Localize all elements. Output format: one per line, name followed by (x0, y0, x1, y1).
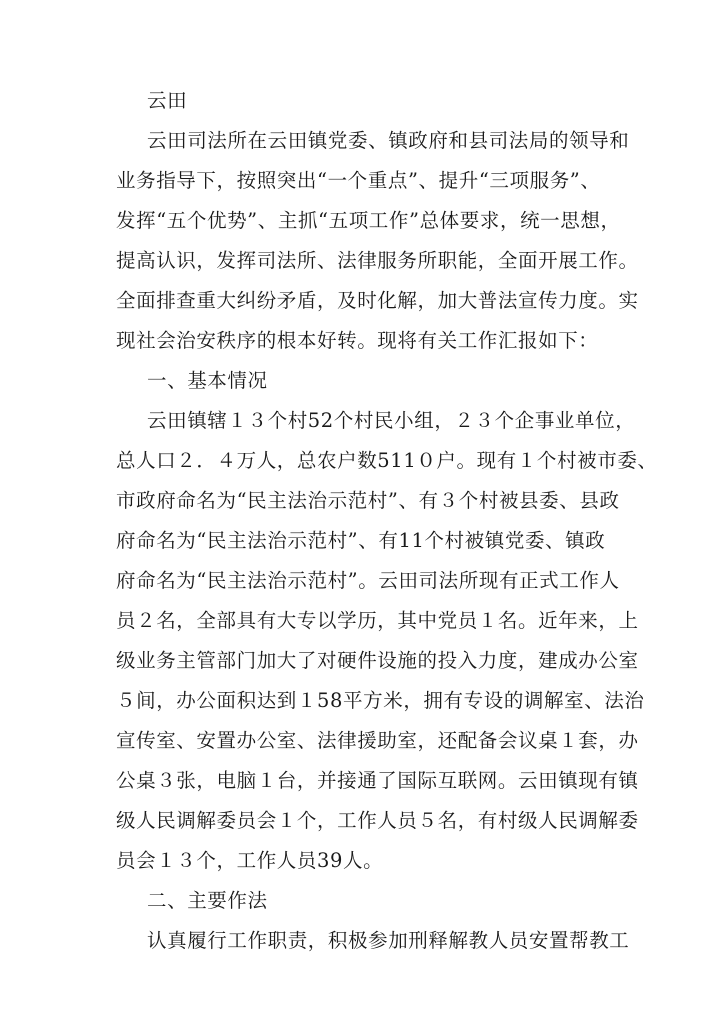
paragraph-line: 市政府命名为“民主法治示范村”、有３个村被县委、县政 (116, 489, 620, 512)
section-heading: 一、基本情况 (147, 369, 268, 392)
paragraph-line: 认真履行工作职责，积极参加刑释解教人员安置帮教工 (147, 929, 630, 952)
paragraph-line: 云田镇辖１３个村52个村民小组，２３个企事业单位， (147, 409, 636, 432)
paragraph-line: 现社会治安秩序的根本好转。现将有关工作汇报如下： (116, 329, 599, 352)
paragraph-line: 府命名为“民主法治示范村”、有11个村被镇党委、镇政 (116, 529, 606, 552)
paragraph-line: 级人民调解委员会１个，工作人员５名，有村级人民调解委 (116, 809, 639, 832)
paragraph-line: 业务指导下，按照突出“一个重点”、提升“三项服务”、 (116, 169, 601, 192)
paragraph-line: 发挥“五个优势”、主抓“五项工作”总体要求，统一思想， (116, 209, 621, 232)
paragraph-line: 员会１３个，工作人员39人。 (116, 849, 384, 872)
paragraph-line: 总人口２．４万人，总农户数511０户。现有１个村被市委、 (116, 449, 658, 472)
paragraph-line: 级业务主管部门加大了对硬件设施的投入力度，建成办公室 (116, 649, 639, 672)
document-heading: 云田 (147, 89, 188, 112)
paragraph-line: 公桌３张，电脑１台，并接通了国际互联网。云田镇现有镇 (116, 769, 639, 792)
paragraph-line: ５间，办公面积达到１58平方米，拥有专设的调解室、法治 (116, 689, 645, 712)
section-heading: 二、主要作法 (147, 889, 268, 912)
paragraph-line: 全面排查重大纠纷矛盾，及时化解，加大普法宣传力度。实 (116, 289, 639, 312)
paragraph-line: 提高认识，发挥司法所、法律服务所职能，全面开展工作。 (116, 249, 639, 272)
paragraph-line: 员２名，全部具有大专以学历，其中党员１名。近年来，上 (116, 609, 639, 632)
paragraph-line: 府命名为“民主法治示范村”。云田司法所现有正式工作人 (116, 569, 620, 592)
paragraph-line: 云田司法所在云田镇党委、镇政府和县司法局的领导和 (147, 129, 630, 152)
paragraph-line: 宣传室、安置办公室、法律援助室，还配备会议桌１套，办 (116, 729, 639, 752)
